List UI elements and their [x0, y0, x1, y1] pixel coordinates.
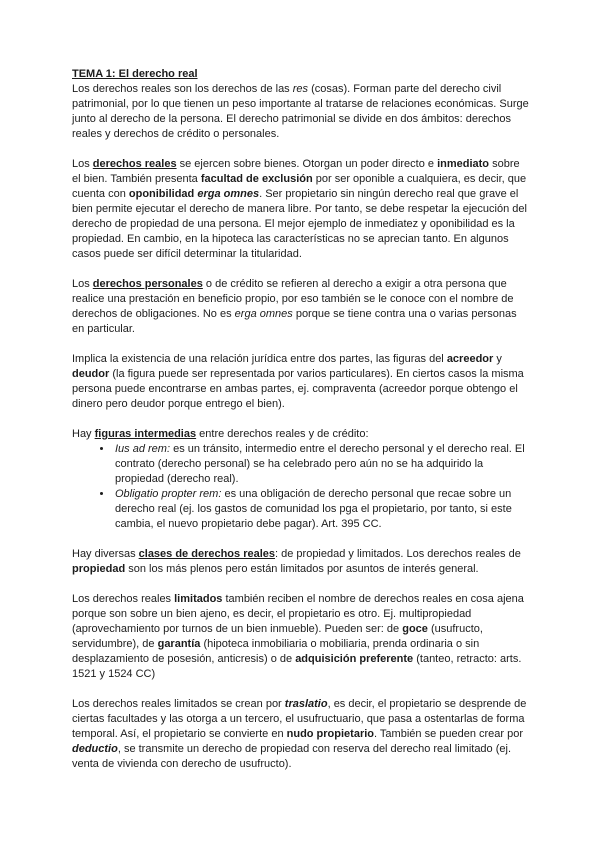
- text-run: deductio: [72, 743, 118, 755]
- text-run: deudor: [72, 368, 110, 380]
- text-run: Obligatio propter rem:: [115, 488, 222, 500]
- paragraph-intro: [72, 82, 530, 142]
- paragraph-derechos-reales: [72, 157, 530, 262]
- text-run: porque se tiene contra una o varias personas en particular.: [72, 308, 517, 335]
- text-run: (hipoteca inmobiliaria o mobiliaria, prenda ordinaria o sin desplazamiento de posesión, anticresis) o de: [72, 638, 480, 665]
- text-run: garantía: [157, 638, 201, 650]
- text-run: y: [493, 353, 502, 365]
- text-run: Implica la existencia de una relación jurídica entre dos partes, las figuras del: [72, 353, 447, 365]
- text-run: sobre el bien. También presenta: [72, 158, 520, 185]
- text-run: (la figura puede ser representada por varios particulares). En ciertos casos la misma persona puede encontrarse en ambas partes, ej. compraventa (acreedor porque obtengo el dinero pero deudor porque entrego el bien).: [72, 368, 524, 410]
- text-run: Los: [72, 158, 93, 170]
- text-run: erga omnes: [234, 308, 293, 320]
- text-run: son los más plenos pero están limitados por asuntos de interés general.: [125, 563, 479, 575]
- text-run: se ejercen sobre bienes. Otorgan un poder directo e: [176, 158, 438, 170]
- text-run: Ius ad rem:: [115, 443, 171, 455]
- text-run: res: [292, 83, 309, 95]
- text-run: , es decir, el propietario se desprende de ciertas facultades y las otorga a un tercero, el usufructuario, que pasa a ostentarlas de forma temporal. Así, el propietario se convierte en: [72, 698, 527, 740]
- text-run: Hay diversas: [72, 548, 139, 560]
- text-run: es una obligación de derecho personal que recae sobre un derecho real (ej. los gastos de comunidad los pga el propietario, por tanto, si este cambia, el nuevo propietario debe pagar). Art. 395 CC.: [115, 488, 512, 530]
- text-run: Los derechos reales son los derechos de las: [72, 83, 293, 95]
- text-run: es un tránsito, intermedio entre el derecho personal y el derecho real. El contrato (derecho personal) se ha celebrado pero aún no se ha adquirido la propiedad (derecho real).: [115, 443, 525, 485]
- text-run: Los derechos reales: [72, 593, 175, 605]
- text-run: nudo propietario: [286, 728, 375, 740]
- text-run: (tanteo, retracto: arts. 1521 y 1524 CC): [72, 653, 522, 680]
- paragraph-traslatio-deductio: [72, 697, 530, 772]
- document-title: [72, 67, 530, 82]
- list-item-obligatio-propter-rem: [113, 487, 530, 532]
- text-run: acreedor: [446, 353, 494, 365]
- text-run: también reciben el nombre de derechos reales en cosa ajena porque son sobre un bien ajeno, es decir, el propietario es otro. Ej. multipropiedad (aprovechamiento por turnos de un bien inmueble). Pueden ser: de: [72, 593, 524, 635]
- text-run: o de crédito se refieren al derecho a exigir a otra persona que realice una prestación en beneficio propio, por eso también se le conoce con el nombre de derechos de obligaciones. No es: [72, 278, 514, 320]
- list-figuras-intermedias: [72, 442, 530, 532]
- text-run: oponibilidad: [128, 188, 195, 200]
- text-run: derechos personales: [92, 278, 203, 290]
- text-run: : de propiedad y limitados. Los derechos reales de: [275, 548, 521, 560]
- text-run: Los: [72, 278, 93, 290]
- text-run: traslatio: [284, 698, 328, 710]
- text-run: Hay: [72, 428, 95, 440]
- text-run: TEMA 1: El derecho real: [72, 68, 198, 80]
- text-run: propiedad: [72, 563, 126, 575]
- text-run: (usufructo, servidumbre), de: [72, 623, 483, 650]
- paragraph-derechos-personales: [72, 277, 530, 337]
- text-run: . Ser propietario sin ningún derecho real que grave el bien permite ejecutar el derecho de manera libre. Por tanto, se debe respetar la ejecución del derecho de propiedad de una persona. El mejor ejemplo de inmediatez y oponibilidad es la propiedad. En cambio, en la hipoteca las características no se aprecian tanto. En algunos casos puede ser difícil determinar la titularidad.: [72, 188, 527, 260]
- text-run: figuras intermedias: [94, 428, 197, 440]
- text-run: . También se pueden crear por: [374, 728, 524, 740]
- text-run: clases de derechos reales: [138, 548, 276, 560]
- text-run: goce: [402, 623, 428, 635]
- paragraph-clases-derechos-reales: [72, 547, 530, 577]
- text-run: entre derechos reales y de crédito:: [196, 428, 369, 440]
- paragraph-figuras-intermedias-lead: [72, 427, 530, 442]
- text-run: Los derechos reales limitados se crean por: [72, 698, 285, 710]
- text-run: erga omnes: [197, 188, 260, 200]
- text-run: limitados: [174, 593, 223, 605]
- text-run: (cosas). Forman parte del derecho civil patrimonial, por lo que tienen un peso importante al tratarse de relaciones económicas. Surge junto al derecho de la persona. El derecho patrimonial se divide en dos ámbitos: derechos reales y derechos de crédito o personales.: [72, 83, 529, 140]
- list-item-ius-ad-rem: [113, 442, 530, 487]
- text-run: por ser oponible a cualquiera, es decir, que cuenta con: [72, 173, 527, 200]
- text-run: , se transmite un derecho de propiedad con reserva del derecho real limitado (ej. venta de vivienda con derecho de usufructo).: [72, 743, 512, 770]
- text-run: adquisición preferente: [295, 653, 414, 665]
- paragraph-relacion-juridica: [72, 352, 530, 412]
- text-run: facultad de exclusión: [200, 173, 313, 185]
- text-run: derechos reales: [92, 158, 177, 170]
- text-run: inmediato: [437, 158, 490, 170]
- paragraph-derechos-limitados: [72, 592, 530, 682]
- document-body: [72, 67, 530, 772]
